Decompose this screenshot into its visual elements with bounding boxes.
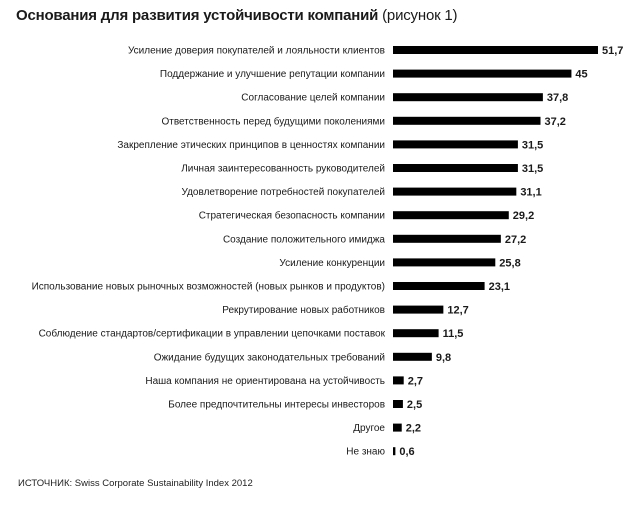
value-label: 11,5 <box>442 328 464 341</box>
category-label: Усиление доверия покупателей и лояльности клиентов <box>128 45 385 57</box>
category-label: Согласование целей компании <box>241 92 385 104</box>
category-label: Усиление конкуренции <box>279 257 385 269</box>
value-label: 2,7 <box>407 375 424 388</box>
value-label: 2,5 <box>406 399 423 411</box>
category-label: Закрепление этических принципов в ценностях компании <box>117 139 385 151</box>
bar <box>393 46 598 54</box>
bar <box>393 211 509 219</box>
bar <box>393 400 403 408</box>
chart-title: Основания для развития устойчивости компаний <box>16 7 379 24</box>
category-label: Ответственность перед будущими поколениями <box>161 116 385 128</box>
category-label: Рекрутирование новых работников <box>222 305 385 317</box>
value-label: 45 <box>575 68 588 81</box>
bar <box>393 306 443 314</box>
bar <box>393 140 518 148</box>
category-label: Создание положительного имиджа <box>222 234 385 246</box>
value-label: 9,8 <box>435 351 452 364</box>
value-label: 0,6 <box>399 446 415 459</box>
value-label: 25,8 <box>499 257 521 270</box>
category-label: Стратегическая безопасность компании <box>198 210 385 222</box>
value-label: 2,2 <box>405 422 422 435</box>
category-label: Поддержание и улучшение репутации компании <box>159 69 385 81</box>
value-labels <box>399 45 623 458</box>
value-label: 37,8 <box>546 92 569 105</box>
bar <box>393 282 485 290</box>
category-label: Ожидание будущих законодательных требований <box>153 352 385 364</box>
value-label: 31,5 <box>521 139 544 152</box>
value-label: 23,1 <box>488 281 511 293</box>
bar <box>393 353 432 361</box>
category-label: Не знаю <box>346 446 385 458</box>
category-label: Использование новых рыночных возможностей (новых рынков и продуктов) <box>31 281 385 293</box>
bar <box>393 329 439 337</box>
value-label: 51,7 <box>602 45 624 57</box>
category-label: Удовлетворение потребностей покупателей <box>181 187 385 199</box>
bar <box>393 117 541 125</box>
bar <box>393 376 404 384</box>
value-label: 31,1 <box>520 186 542 199</box>
category-label: Наша компания не ориентирована на устойчивость <box>145 375 385 387</box>
category-labels <box>32 46 386 458</box>
category-label: Другое <box>353 423 385 435</box>
bar <box>393 258 495 266</box>
category-label: Личная заинтересованность руководителей <box>181 163 385 175</box>
value-label: 12,7 <box>447 304 469 317</box>
value-label: 37,2 <box>544 115 566 128</box>
category-label: Соблюдение стандартов/сертификации в управлении цепочками поставок <box>38 328 385 340</box>
category-label: Более предпочтительны интересы инвесторов <box>168 399 385 411</box>
source-note: ИСТОЧНИК: Swiss Corporate Sustainability Index 2012 <box>18 478 253 489</box>
bar <box>393 70 571 78</box>
bar <box>393 93 543 101</box>
bar <box>393 164 518 172</box>
bars <box>393 46 598 455</box>
chart-subtitle: (рисунок 1) <box>382 7 458 24</box>
bar <box>393 424 402 432</box>
bar <box>393 188 516 196</box>
value-label: 31,5 <box>521 163 544 175</box>
value-label: 29,2 <box>512 210 535 223</box>
bar <box>393 447 395 455</box>
value-label: 27,2 <box>504 233 527 246</box>
bar <box>393 235 501 243</box>
